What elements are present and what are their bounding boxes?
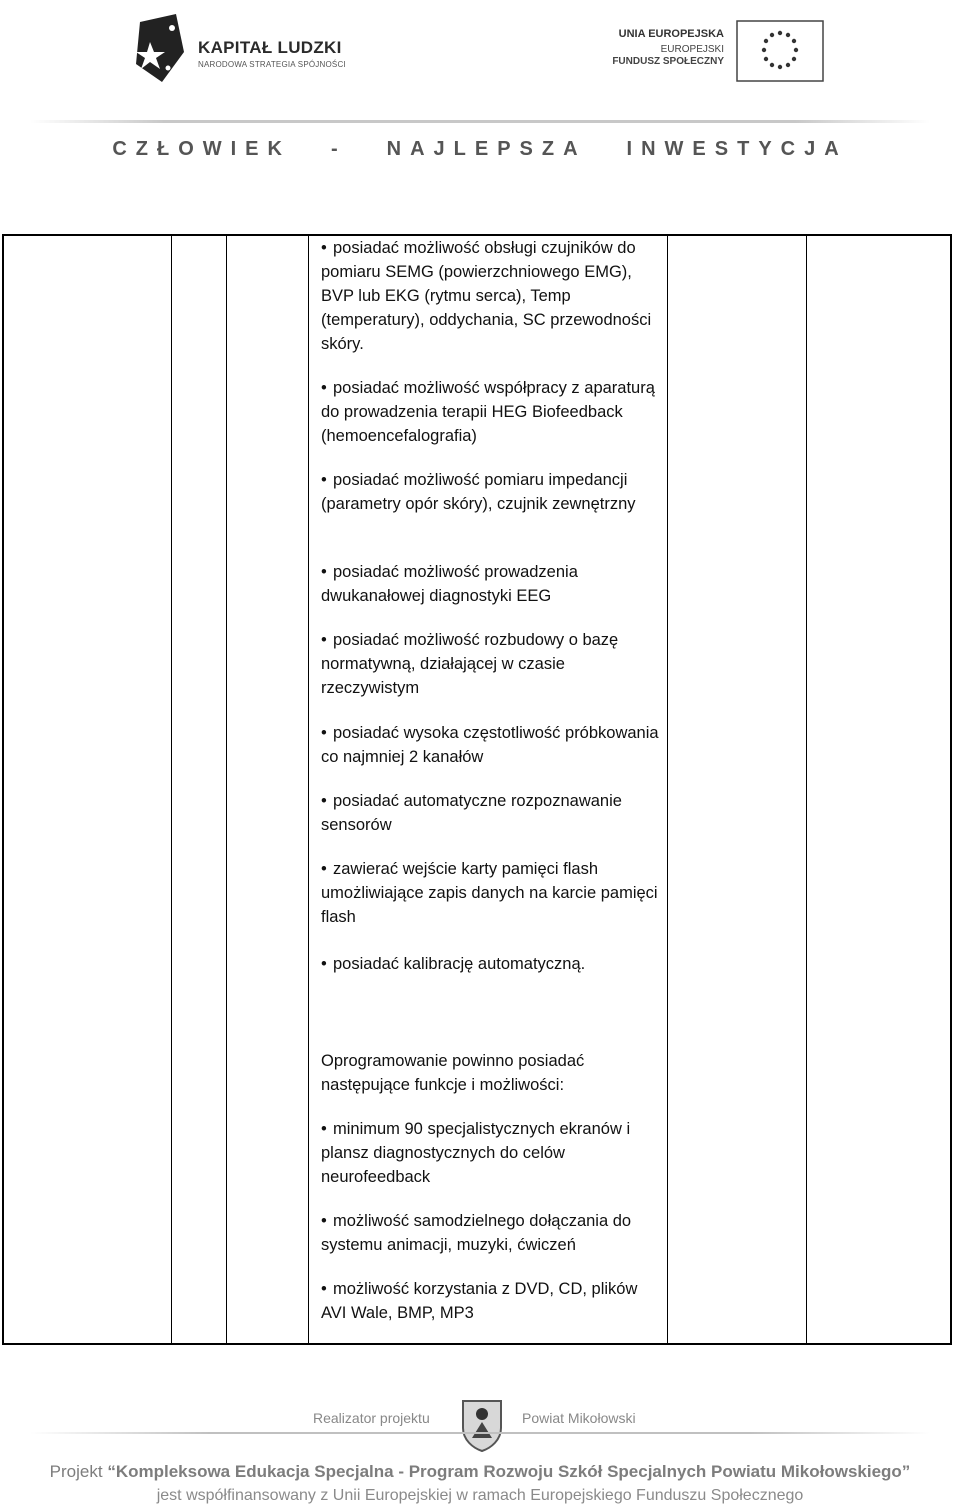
column-divider	[226, 236, 227, 1343]
eu-fund-line1: EUROPEJSKI	[660, 44, 724, 55]
column-divider	[308, 236, 309, 1343]
project-lead: Projekt	[49, 1462, 103, 1481]
motto-word-1: CZŁOWIEK	[112, 138, 291, 160]
eu-fund-line2: FUNDUSZ SPOŁECZNY	[612, 56, 724, 67]
kapital-ludzki-star-icon	[132, 12, 192, 84]
requirement-item: • posiadać możliwość obsługi czujników do pomiaru SEMG (powierzchniowego EMG), BVP lub EKG (rytmu serca), Temp (temperatury), oddychania, SC przewodności skóry.	[321, 236, 666, 356]
footer-divider	[30, 1432, 930, 1434]
software-intro: Oprogramowanie powinno posiadać następujące funkcje i możliwości:	[321, 1052, 585, 1094]
eu-logo	[612, 20, 824, 84]
requirement-item: • posiadać możliwość współpracy z aparaturą do prowadzenia terapii HEG Biofeedback (hemoencefalografia)	[321, 376, 666, 448]
project-title	[0, 1462, 960, 1482]
motto	[0, 138, 960, 161]
requirement-item: • posiadać możliwość rozbudowy o bazę normatywną, działającej w czasie rzeczywistym	[321, 628, 666, 700]
requirements-cell	[311, 236, 669, 1343]
specification-table	[2, 234, 952, 1345]
requirement-item: • posiadać możliwość pomiaru impedancji (parametry opór skóry), czujnik zewnętrzny	[321, 468, 666, 516]
realizator-label: Realizator projektu	[313, 1410, 430, 1426]
motto-word-2: NAJLEPSZA	[386, 138, 587, 160]
motto-dash: -	[330, 138, 347, 160]
cofinance-note: jest współfinansowany z Unii Europejskiej w ramach Europejskiego Funduszu Społecznego	[156, 1487, 804, 1504]
powiat-crest-icon	[460, 1398, 504, 1452]
requirement-item: • posiadać wysoka częstotliwość próbkowania co najmniej 2 kanałów	[321, 721, 666, 769]
kapital-ludzki-logo	[132, 12, 362, 84]
kapital-ludzki-title: KAPITAŁ LUDZKI	[198, 38, 342, 57]
project-name: “Kompleksowa Edukacja Specjalna - Program Rozwoju Szkół Specjalnych Powiatu Mikołowskiego”	[107, 1462, 911, 1481]
eu-name: UNIA EUROPEJSKA	[618, 28, 724, 40]
requirement-item: • posiadać automatyczne rozpoznawanie sensorów	[321, 789, 666, 837]
software-item: • możliwość korzystania z DVD, CD, plików AVI Wale, BMP, MP3	[321, 1277, 666, 1325]
requirement-item: • posiadać kalibrację automatyczną.	[321, 952, 666, 976]
header-divider	[30, 120, 930, 123]
motto-word-3: INWESTYCJA	[626, 138, 848, 160]
eu-flag-icon	[736, 20, 824, 82]
requirement-item: • posiadać możliwość prowadzenia dwukanałowej diagnostyki EEG	[321, 560, 666, 608]
kapital-ludzki-subtitle: NARODOWA STRATEGIA SPÓJNOŚCI	[198, 60, 346, 69]
powiat-label: Powiat Mikołowski	[522, 1410, 636, 1426]
software-item: • możliwość samodzielnego dołączania do systemu animacji, muzyki, ćwiczeń	[321, 1209, 666, 1257]
software-item: • minimum 90 specjalistycznych ekranów i plansz diagnostycznych do celów neurofeedback	[321, 1117, 666, 1189]
column-divider	[806, 236, 807, 1343]
column-divider	[171, 236, 172, 1343]
requirement-item: • zawierać wejście karty pamięci flash umożliwiające zapis danych na karcie pamięci flash	[321, 857, 666, 929]
